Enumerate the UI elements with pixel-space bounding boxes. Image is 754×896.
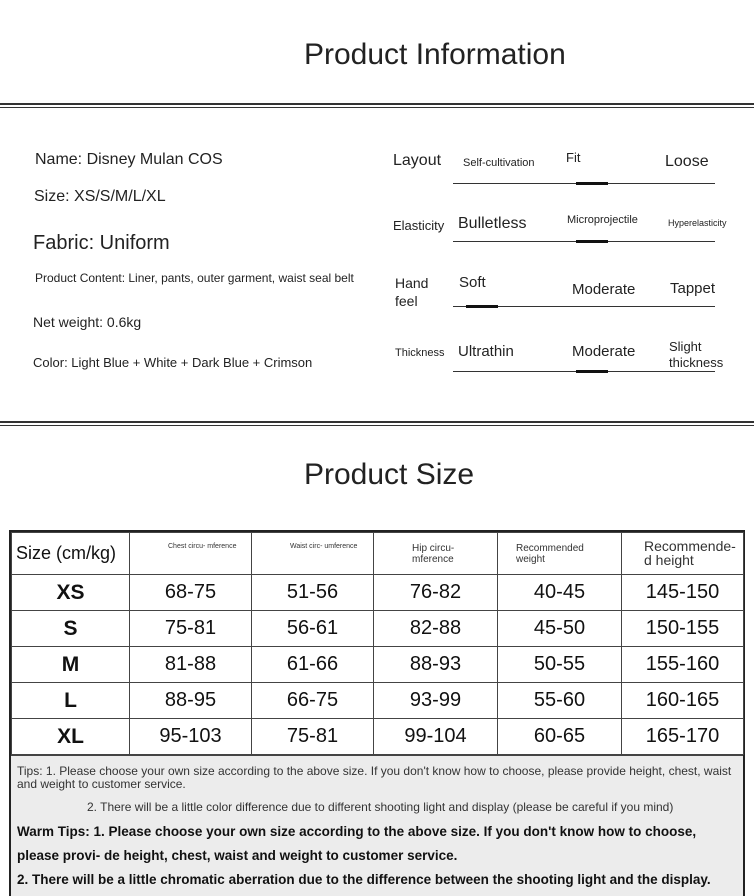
- info-section-title: Product Information: [304, 38, 566, 71]
- hip-cell: 88-93: [374, 647, 498, 683]
- table-row: [12, 647, 744, 683]
- product-size-list: Size: XS/S/M/L/XL: [34, 188, 166, 205]
- hip-cell: 82-88: [374, 611, 498, 647]
- weight-cell: 50-55: [498, 647, 622, 683]
- thickness-option-slight-thickness: Slight thickness: [669, 339, 724, 370]
- hip-cell: 76-82: [374, 575, 498, 611]
- weight-cell: 45-50: [498, 611, 622, 647]
- hip-cell: 99-104: [374, 719, 498, 755]
- warm-tip-2: 2. There will be a little chromatic aberration due to the difference between the shooting light and the display.: [17, 872, 711, 887]
- weight-cell: 55-60: [498, 683, 622, 719]
- size-cell: XS: [12, 575, 130, 611]
- weight-cell: 60-65: [498, 719, 622, 755]
- header-recommended-height: Recommende- d height: [622, 533, 744, 575]
- product-color: Color: Light Blue + White + Dark Blue + Crimson: [33, 355, 313, 370]
- table-row: [12, 611, 744, 647]
- elasticity-scale-marker: [576, 240, 608, 243]
- chest-cell: 81-88: [130, 647, 252, 683]
- hand-feel-option-moderate: Moderate: [572, 281, 636, 298]
- height-cell: 145-150: [622, 575, 744, 611]
- layout-scale-marker: [576, 182, 608, 185]
- warm-tip-1: Warm Tips: 1. Please choose your own size according to the above size. If you don't know how to choose, please provi- de height, chest, waist and weight to customer service.: [17, 824, 697, 863]
- size-table-header-row: [12, 533, 744, 575]
- layout-option-loose: Loose: [665, 153, 709, 170]
- product-content: Product Content: Liner, pants, outer garment, waist seal belt: [35, 271, 354, 285]
- size-cell: L: [12, 683, 130, 719]
- height-cell: 155-160: [622, 647, 744, 683]
- table-row: [12, 575, 744, 611]
- product-weight: Net weight: 0.6kg: [33, 314, 142, 330]
- height-cell: 160-165: [622, 683, 744, 719]
- header-chest: Chest circu- mference: [130, 533, 252, 575]
- thickness-option-moderate: Moderate: [572, 343, 636, 360]
- hand-feel-scale-marker: [466, 305, 498, 308]
- top-divider: [0, 103, 754, 108]
- hand-feel-label: Hand feel: [395, 275, 429, 309]
- header-size: Size (cm/kg): [12, 533, 130, 575]
- layout-label: Layout: [393, 152, 442, 169]
- chest-cell: 68-75: [130, 575, 252, 611]
- size-section-title: Product Size: [304, 458, 475, 491]
- layout-option-fit: Fit: [566, 150, 581, 165]
- height-cell: 165-170: [622, 719, 744, 755]
- size-cell: S: [12, 611, 130, 647]
- elasticity-option-hyperelasticity: Hyperelasticity: [668, 218, 727, 228]
- waist-cell: 75-81: [252, 719, 374, 755]
- header-recommended-weight: Recommended weight: [498, 533, 622, 575]
- header-waist: Waist circ- umference: [252, 533, 374, 575]
- size-cell: M: [12, 647, 130, 683]
- waist-cell: 56-61: [252, 611, 374, 647]
- layout-option-self-cultivation: Self-cultivation: [463, 157, 535, 169]
- header-hip: Hip circu- mference: [374, 533, 498, 575]
- waist-cell: 61-66: [252, 647, 374, 683]
- chest-cell: 75-81: [130, 611, 252, 647]
- chest-cell: 95-103: [130, 719, 252, 755]
- tip-1: Tips: 1. Please choose your own size according to the above size. If you don't know how to choose, please provide height, chest, waist and weight to customer service.: [17, 764, 732, 791]
- waist-cell: 66-75: [252, 683, 374, 719]
- middle-divider: [0, 421, 754, 426]
- elasticity-label: Elasticity: [393, 218, 445, 233]
- elasticity-option-microprojectile: Microprojectile: [567, 214, 638, 226]
- size-cell: XL: [12, 719, 130, 755]
- hand-feel-option-tappet: Tappet: [670, 280, 716, 297]
- thickness-scale-marker: [576, 370, 608, 373]
- waist-cell: 51-56: [252, 575, 374, 611]
- tip-2: 2. There will be a little color difference due to different shooting light and display (please be careful if you mind): [87, 800, 674, 814]
- chest-cell: 88-95: [130, 683, 252, 719]
- height-cell: 150-155: [622, 611, 744, 647]
- product-name: Name: Disney Mulan COS: [35, 151, 223, 168]
- hip-cell: 93-99: [374, 683, 498, 719]
- table-row: [12, 683, 744, 719]
- thickness-label: Thickness: [395, 347, 445, 359]
- product-fabric: Fabric: Uniform: [33, 232, 170, 254]
- weight-cell: 40-45: [498, 575, 622, 611]
- table-row: [12, 719, 744, 755]
- elasticity-option-bulletless: Bulletless: [458, 215, 527, 232]
- size-table: [9, 530, 745, 896]
- tips-panel: [11, 755, 743, 896]
- hand-feel-option-soft: Soft: [459, 274, 486, 291]
- thickness-option-ultrathin: Ultrathin: [458, 343, 514, 360]
